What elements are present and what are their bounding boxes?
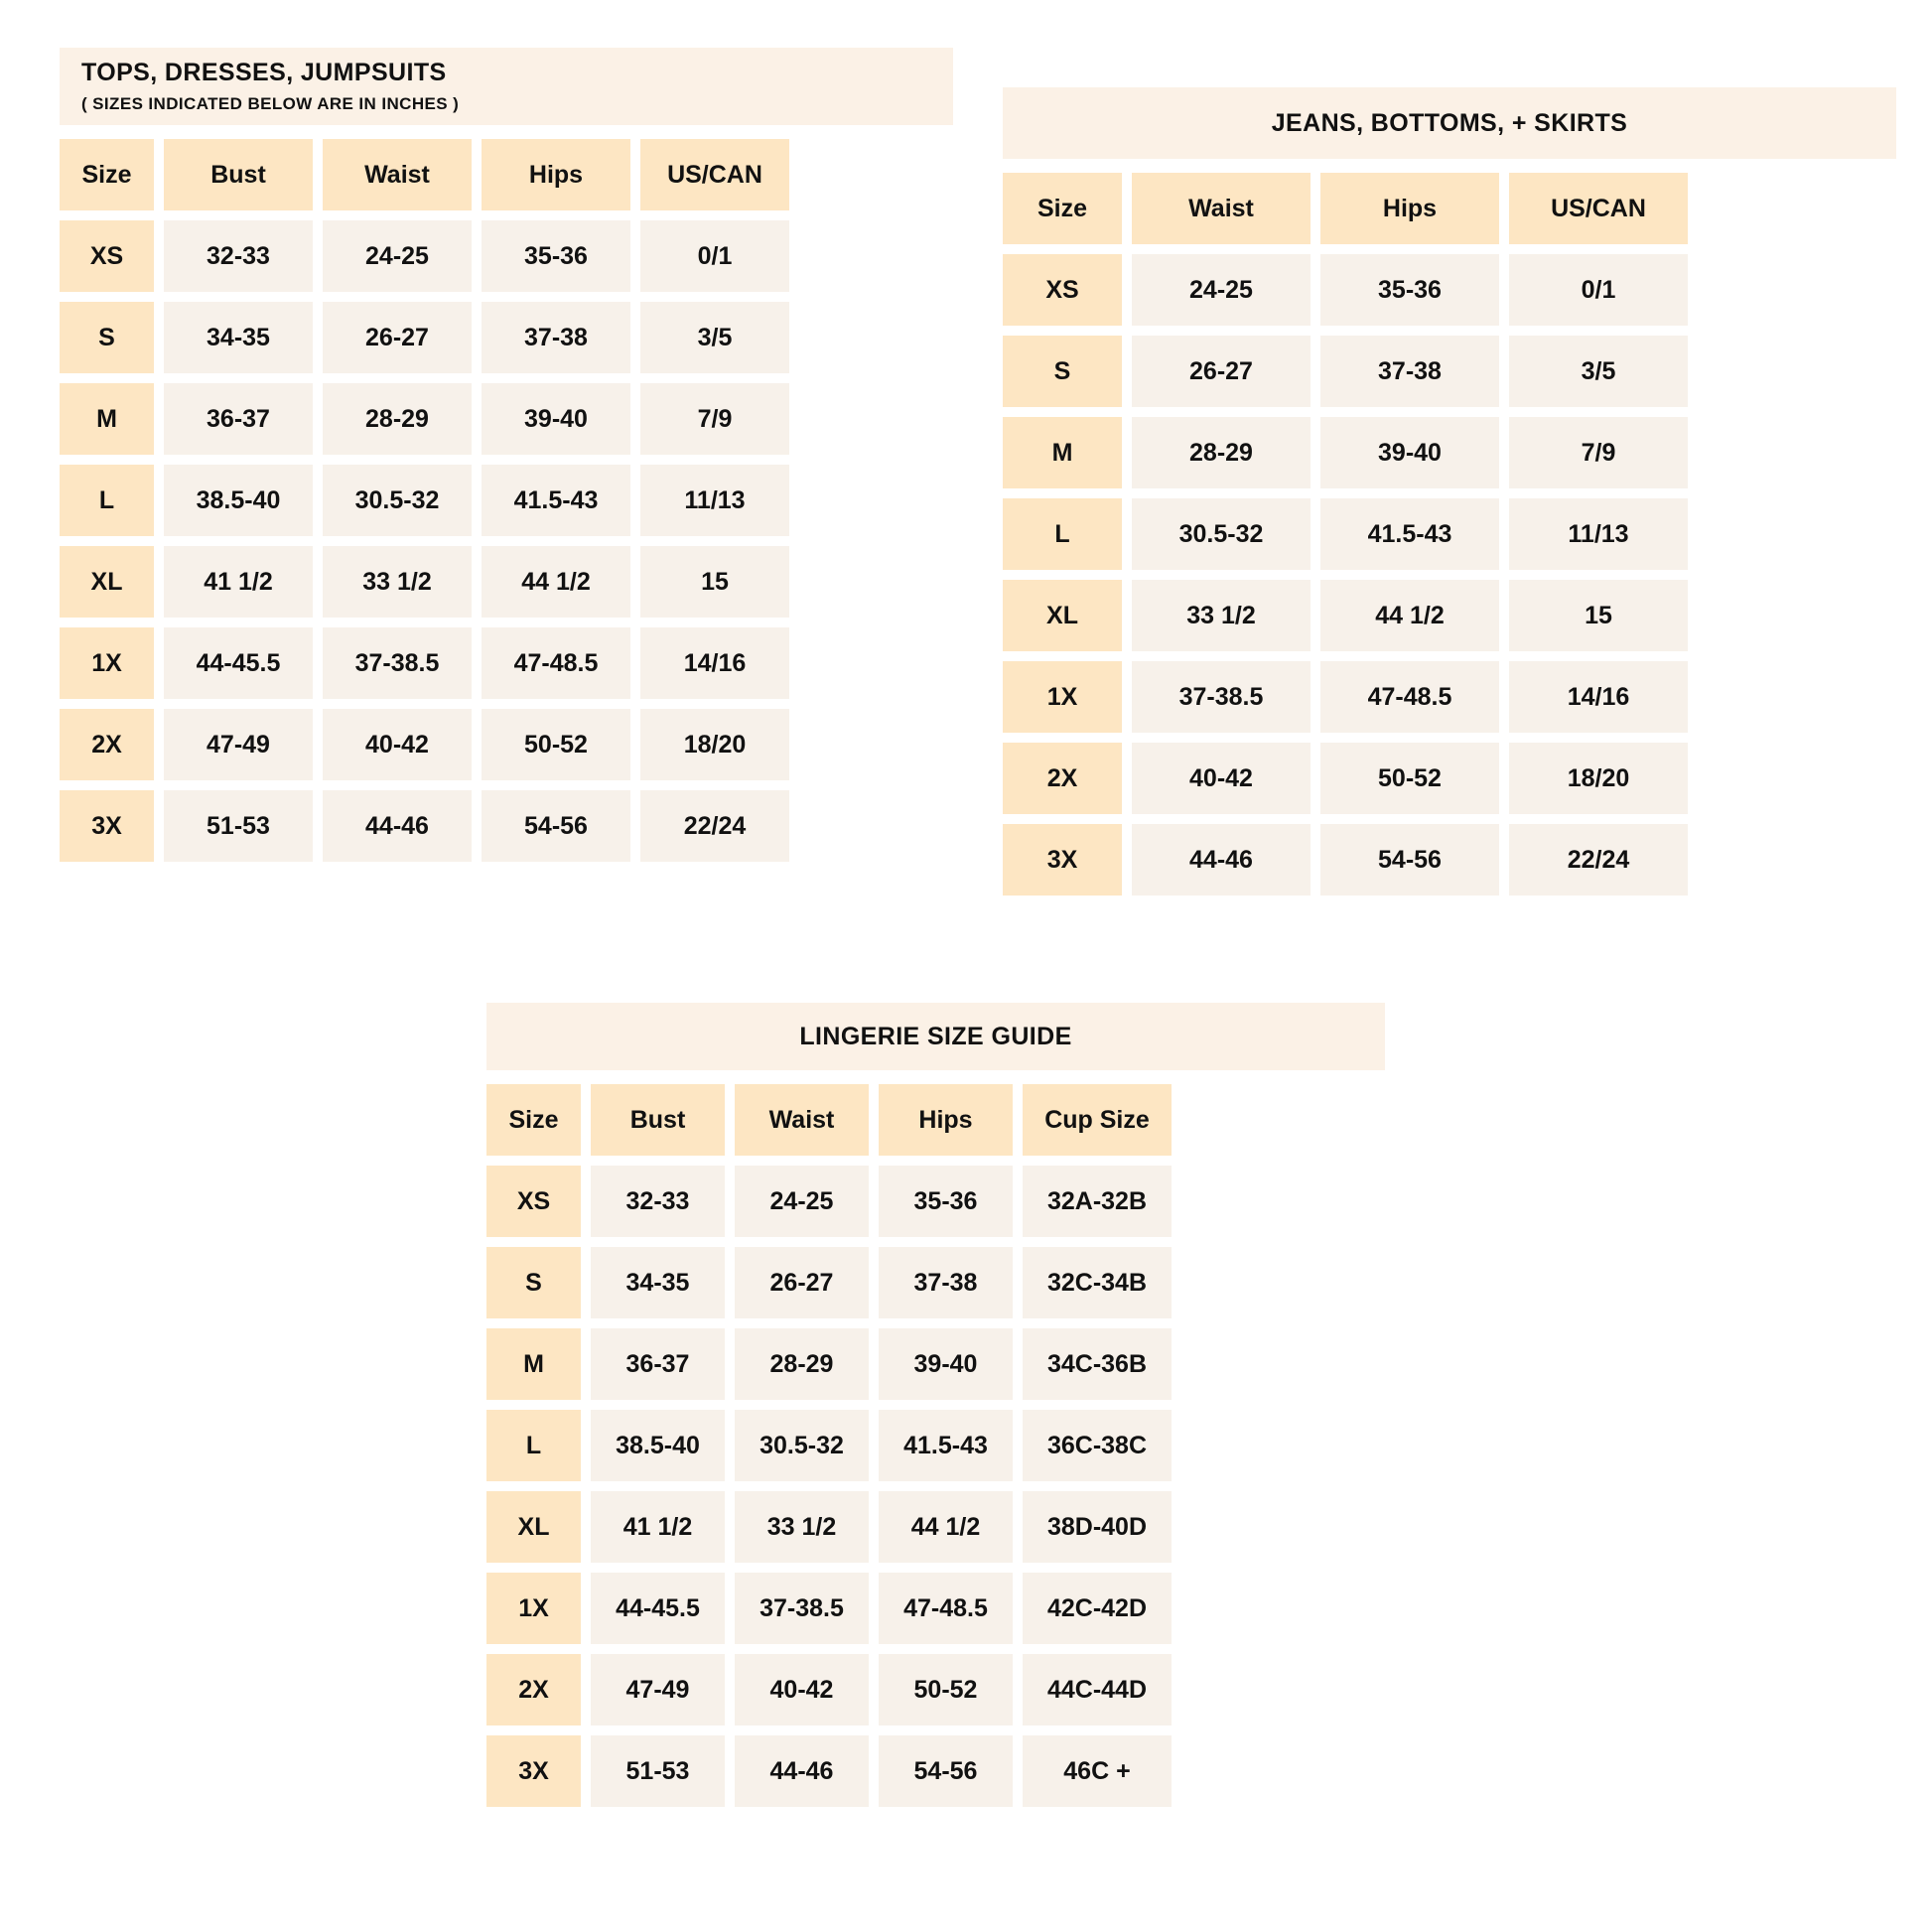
- table-header-row: [1003, 173, 1688, 244]
- measurement-cell: 44-46: [735, 1735, 869, 1807]
- measurement-cell: 26-27: [735, 1247, 869, 1318]
- measurement-cell: 30.5-32: [1132, 498, 1311, 570]
- measurement-cell: 51-53: [591, 1735, 725, 1807]
- measurement-cell: 3/5: [640, 302, 789, 373]
- measurement-cell: 37-38.5: [323, 627, 472, 699]
- measurement-cell: 26-27: [1132, 336, 1311, 407]
- column-header: Waist: [735, 1084, 869, 1156]
- table-row: [60, 709, 789, 780]
- size-label: S: [60, 302, 154, 373]
- table-row: [486, 1491, 1172, 1563]
- measurement-cell: 44-45.5: [591, 1573, 725, 1644]
- column-header: Waist: [1132, 173, 1311, 244]
- measurement-cell: 50-52: [1320, 743, 1499, 814]
- measurement-cell: 34-35: [591, 1247, 725, 1318]
- table-row: [60, 546, 789, 618]
- measurement-cell: 18/20: [640, 709, 789, 780]
- table-row: [486, 1328, 1172, 1400]
- size-label: L: [60, 465, 154, 536]
- table-row: [486, 1247, 1172, 1318]
- table-row: [1003, 580, 1688, 651]
- size-label: 1X: [1003, 661, 1122, 733]
- measurement-cell: 40-42: [735, 1654, 869, 1725]
- measurement-cell: 37-38.5: [1132, 661, 1311, 733]
- measurement-cell: 44 1/2: [1320, 580, 1499, 651]
- measurement-cell: 50-52: [482, 709, 630, 780]
- measurement-cell: 41.5-43: [879, 1410, 1013, 1481]
- table-title-bar-jeans: [1003, 87, 1896, 159]
- measurement-cell: 47-48.5: [482, 627, 630, 699]
- size-label: M: [1003, 417, 1122, 488]
- measurement-cell: 41 1/2: [164, 546, 313, 618]
- table-row: [60, 627, 789, 699]
- size-label: M: [60, 383, 154, 455]
- measurement-cell: 11/13: [640, 465, 789, 536]
- measurement-cell: 24-25: [323, 220, 472, 292]
- column-header: Hips: [1320, 173, 1499, 244]
- table-row: [486, 1166, 1172, 1237]
- size-label: 3X: [486, 1735, 581, 1807]
- size-label: XS: [486, 1166, 581, 1237]
- size-label: 2X: [60, 709, 154, 780]
- measurement-cell: 44 1/2: [482, 546, 630, 618]
- table-row: [486, 1573, 1172, 1644]
- measurement-cell: 40-42: [323, 709, 472, 780]
- measurement-cell: 40-42: [1132, 743, 1311, 814]
- cup-size-cell: 38D-40D: [1023, 1491, 1172, 1563]
- table-title-bar-lingerie: [486, 1003, 1385, 1070]
- measurement-cell: 33 1/2: [1132, 580, 1311, 651]
- measurement-cell: 37-38.5: [735, 1573, 869, 1644]
- size-label: 2X: [1003, 743, 1122, 814]
- measurement-cell: 7/9: [1509, 417, 1688, 488]
- measurement-cell: 54-56: [879, 1735, 1013, 1807]
- table-row: [1003, 498, 1688, 570]
- column-header: Bust: [164, 139, 313, 210]
- table-header-row: [60, 139, 789, 210]
- column-header: Cup Size: [1023, 1084, 1172, 1156]
- table-row: [1003, 743, 1688, 814]
- measurement-cell: 51-53: [164, 790, 313, 862]
- size-table-tops: [50, 129, 799, 872]
- size-label: XS: [60, 220, 154, 292]
- table-row: [1003, 254, 1688, 326]
- measurement-cell: 14/16: [640, 627, 789, 699]
- size-label: L: [486, 1410, 581, 1481]
- measurement-cell: 35-36: [482, 220, 630, 292]
- cup-size-cell: 44C-44D: [1023, 1654, 1172, 1725]
- column-header: Size: [486, 1084, 581, 1156]
- table-header-row: [486, 1084, 1172, 1156]
- measurement-cell: 37-38: [1320, 336, 1499, 407]
- size-label: S: [1003, 336, 1122, 407]
- measurement-cell: 15: [1509, 580, 1688, 651]
- measurement-cell: 28-29: [735, 1328, 869, 1400]
- table-row: [60, 465, 789, 536]
- measurement-cell: 38.5-40: [164, 465, 313, 536]
- cup-size-cell: 36C-38C: [1023, 1410, 1172, 1481]
- measurement-cell: 41.5-43: [482, 465, 630, 536]
- column-header: Waist: [323, 139, 472, 210]
- table-row: [1003, 661, 1688, 733]
- measurement-cell: 35-36: [879, 1166, 1013, 1237]
- measurement-cell: 3/5: [1509, 336, 1688, 407]
- table-row: [1003, 336, 1688, 407]
- measurement-cell: 32-33: [164, 220, 313, 292]
- size-label: L: [1003, 498, 1122, 570]
- measurement-cell: 0/1: [1509, 254, 1688, 326]
- measurement-cell: 44-46: [323, 790, 472, 862]
- measurement-cell: 44-45.5: [164, 627, 313, 699]
- measurement-cell: 47-49: [164, 709, 313, 780]
- size-label: 1X: [60, 627, 154, 699]
- table-row: [486, 1410, 1172, 1481]
- measurement-cell: 15: [640, 546, 789, 618]
- measurement-cell: 7/9: [640, 383, 789, 455]
- measurement-cell: 41.5-43: [1320, 498, 1499, 570]
- measurement-cell: 30.5-32: [323, 465, 472, 536]
- column-header: US/CAN: [640, 139, 789, 210]
- measurement-cell: 35-36: [1320, 254, 1499, 326]
- measurement-cell: 28-29: [323, 383, 472, 455]
- measurement-cell: 18/20: [1509, 743, 1688, 814]
- size-label: XS: [1003, 254, 1122, 326]
- measurement-cell: 50-52: [879, 1654, 1013, 1725]
- size-label: S: [486, 1247, 581, 1318]
- measurement-cell: 28-29: [1132, 417, 1311, 488]
- measurement-cell: 37-38: [482, 302, 630, 373]
- measurement-cell: 54-56: [1320, 824, 1499, 896]
- column-header: Hips: [879, 1084, 1013, 1156]
- size-label: M: [486, 1328, 581, 1400]
- measurement-cell: 39-40: [482, 383, 630, 455]
- measurement-cell: 36-37: [164, 383, 313, 455]
- measurement-cell: 44-46: [1132, 824, 1311, 896]
- column-header: Hips: [482, 139, 630, 210]
- table-title-bar-tops: [60, 48, 953, 125]
- cup-size-cell: 32C-34B: [1023, 1247, 1172, 1318]
- table-title-jeans: JEANS, BOTTOMS, + SKIRTS: [1271, 108, 1628, 137]
- size-table-block-jeans: [1003, 87, 1896, 905]
- table-row: [486, 1654, 1172, 1725]
- measurement-cell: 32-33: [591, 1166, 725, 1237]
- measurement-cell: 41 1/2: [591, 1491, 725, 1563]
- table-row: [1003, 417, 1688, 488]
- measurement-cell: 39-40: [879, 1328, 1013, 1400]
- measurement-cell: 37-38: [879, 1247, 1013, 1318]
- table-row: [486, 1735, 1172, 1807]
- measurement-cell: 22/24: [640, 790, 789, 862]
- measurement-cell: 14/16: [1509, 661, 1688, 733]
- size-table-jeans: [993, 163, 1698, 905]
- size-label: 3X: [1003, 824, 1122, 896]
- table-title-tops: TOPS, DRESSES, JUMPSUITS: [81, 59, 447, 87]
- measurement-cell: 30.5-32: [735, 1410, 869, 1481]
- measurement-cell: 24-25: [735, 1166, 869, 1237]
- measurement-cell: 33 1/2: [323, 546, 472, 618]
- measurement-cell: 34-35: [164, 302, 313, 373]
- measurement-cell: 38.5-40: [591, 1410, 725, 1481]
- measurement-cell: 33 1/2: [735, 1491, 869, 1563]
- measurement-cell: 47-49: [591, 1654, 725, 1725]
- table-row: [1003, 824, 1688, 896]
- size-label: XL: [486, 1491, 581, 1563]
- size-label: XL: [60, 546, 154, 618]
- table-row: [60, 220, 789, 292]
- column-header: US/CAN: [1509, 173, 1688, 244]
- table-row: [60, 302, 789, 373]
- measurement-cell: 11/13: [1509, 498, 1688, 570]
- measurement-cell: 36-37: [591, 1328, 725, 1400]
- size-label: 1X: [486, 1573, 581, 1644]
- table-row: [60, 790, 789, 862]
- size-table-block-lingerie: [486, 1003, 1385, 1817]
- measurement-cell: 22/24: [1509, 824, 1688, 896]
- size-table-block-tops: [60, 48, 953, 872]
- measurement-cell: 47-48.5: [879, 1573, 1013, 1644]
- measurement-cell: 0/1: [640, 220, 789, 292]
- measurement-cell: 26-27: [323, 302, 472, 373]
- size-label: 2X: [486, 1654, 581, 1725]
- cup-size-cell: 34C-36B: [1023, 1328, 1172, 1400]
- size-table-lingerie: [477, 1074, 1181, 1817]
- cup-size-cell: 32A-32B: [1023, 1166, 1172, 1237]
- column-header: Size: [1003, 173, 1122, 244]
- cup-size-cell: 42C-42D: [1023, 1573, 1172, 1644]
- measurement-cell: 47-48.5: [1320, 661, 1499, 733]
- measurement-cell: 44 1/2: [879, 1491, 1013, 1563]
- size-label: XL: [1003, 580, 1122, 651]
- size-label: 3X: [60, 790, 154, 862]
- cup-size-cell: 46C +: [1023, 1735, 1172, 1807]
- measurement-cell: 54-56: [482, 790, 630, 862]
- table-subtitle-tops: ( SIZES INDICATED BELOW ARE IN INCHES ): [81, 94, 460, 114]
- table-title-lingerie: LINGERIE SIZE GUIDE: [799, 1022, 1072, 1050]
- measurement-cell: 24-25: [1132, 254, 1311, 326]
- measurement-cell: 39-40: [1320, 417, 1499, 488]
- column-header: Bust: [591, 1084, 725, 1156]
- column-header: Size: [60, 139, 154, 210]
- table-row: [60, 383, 789, 455]
